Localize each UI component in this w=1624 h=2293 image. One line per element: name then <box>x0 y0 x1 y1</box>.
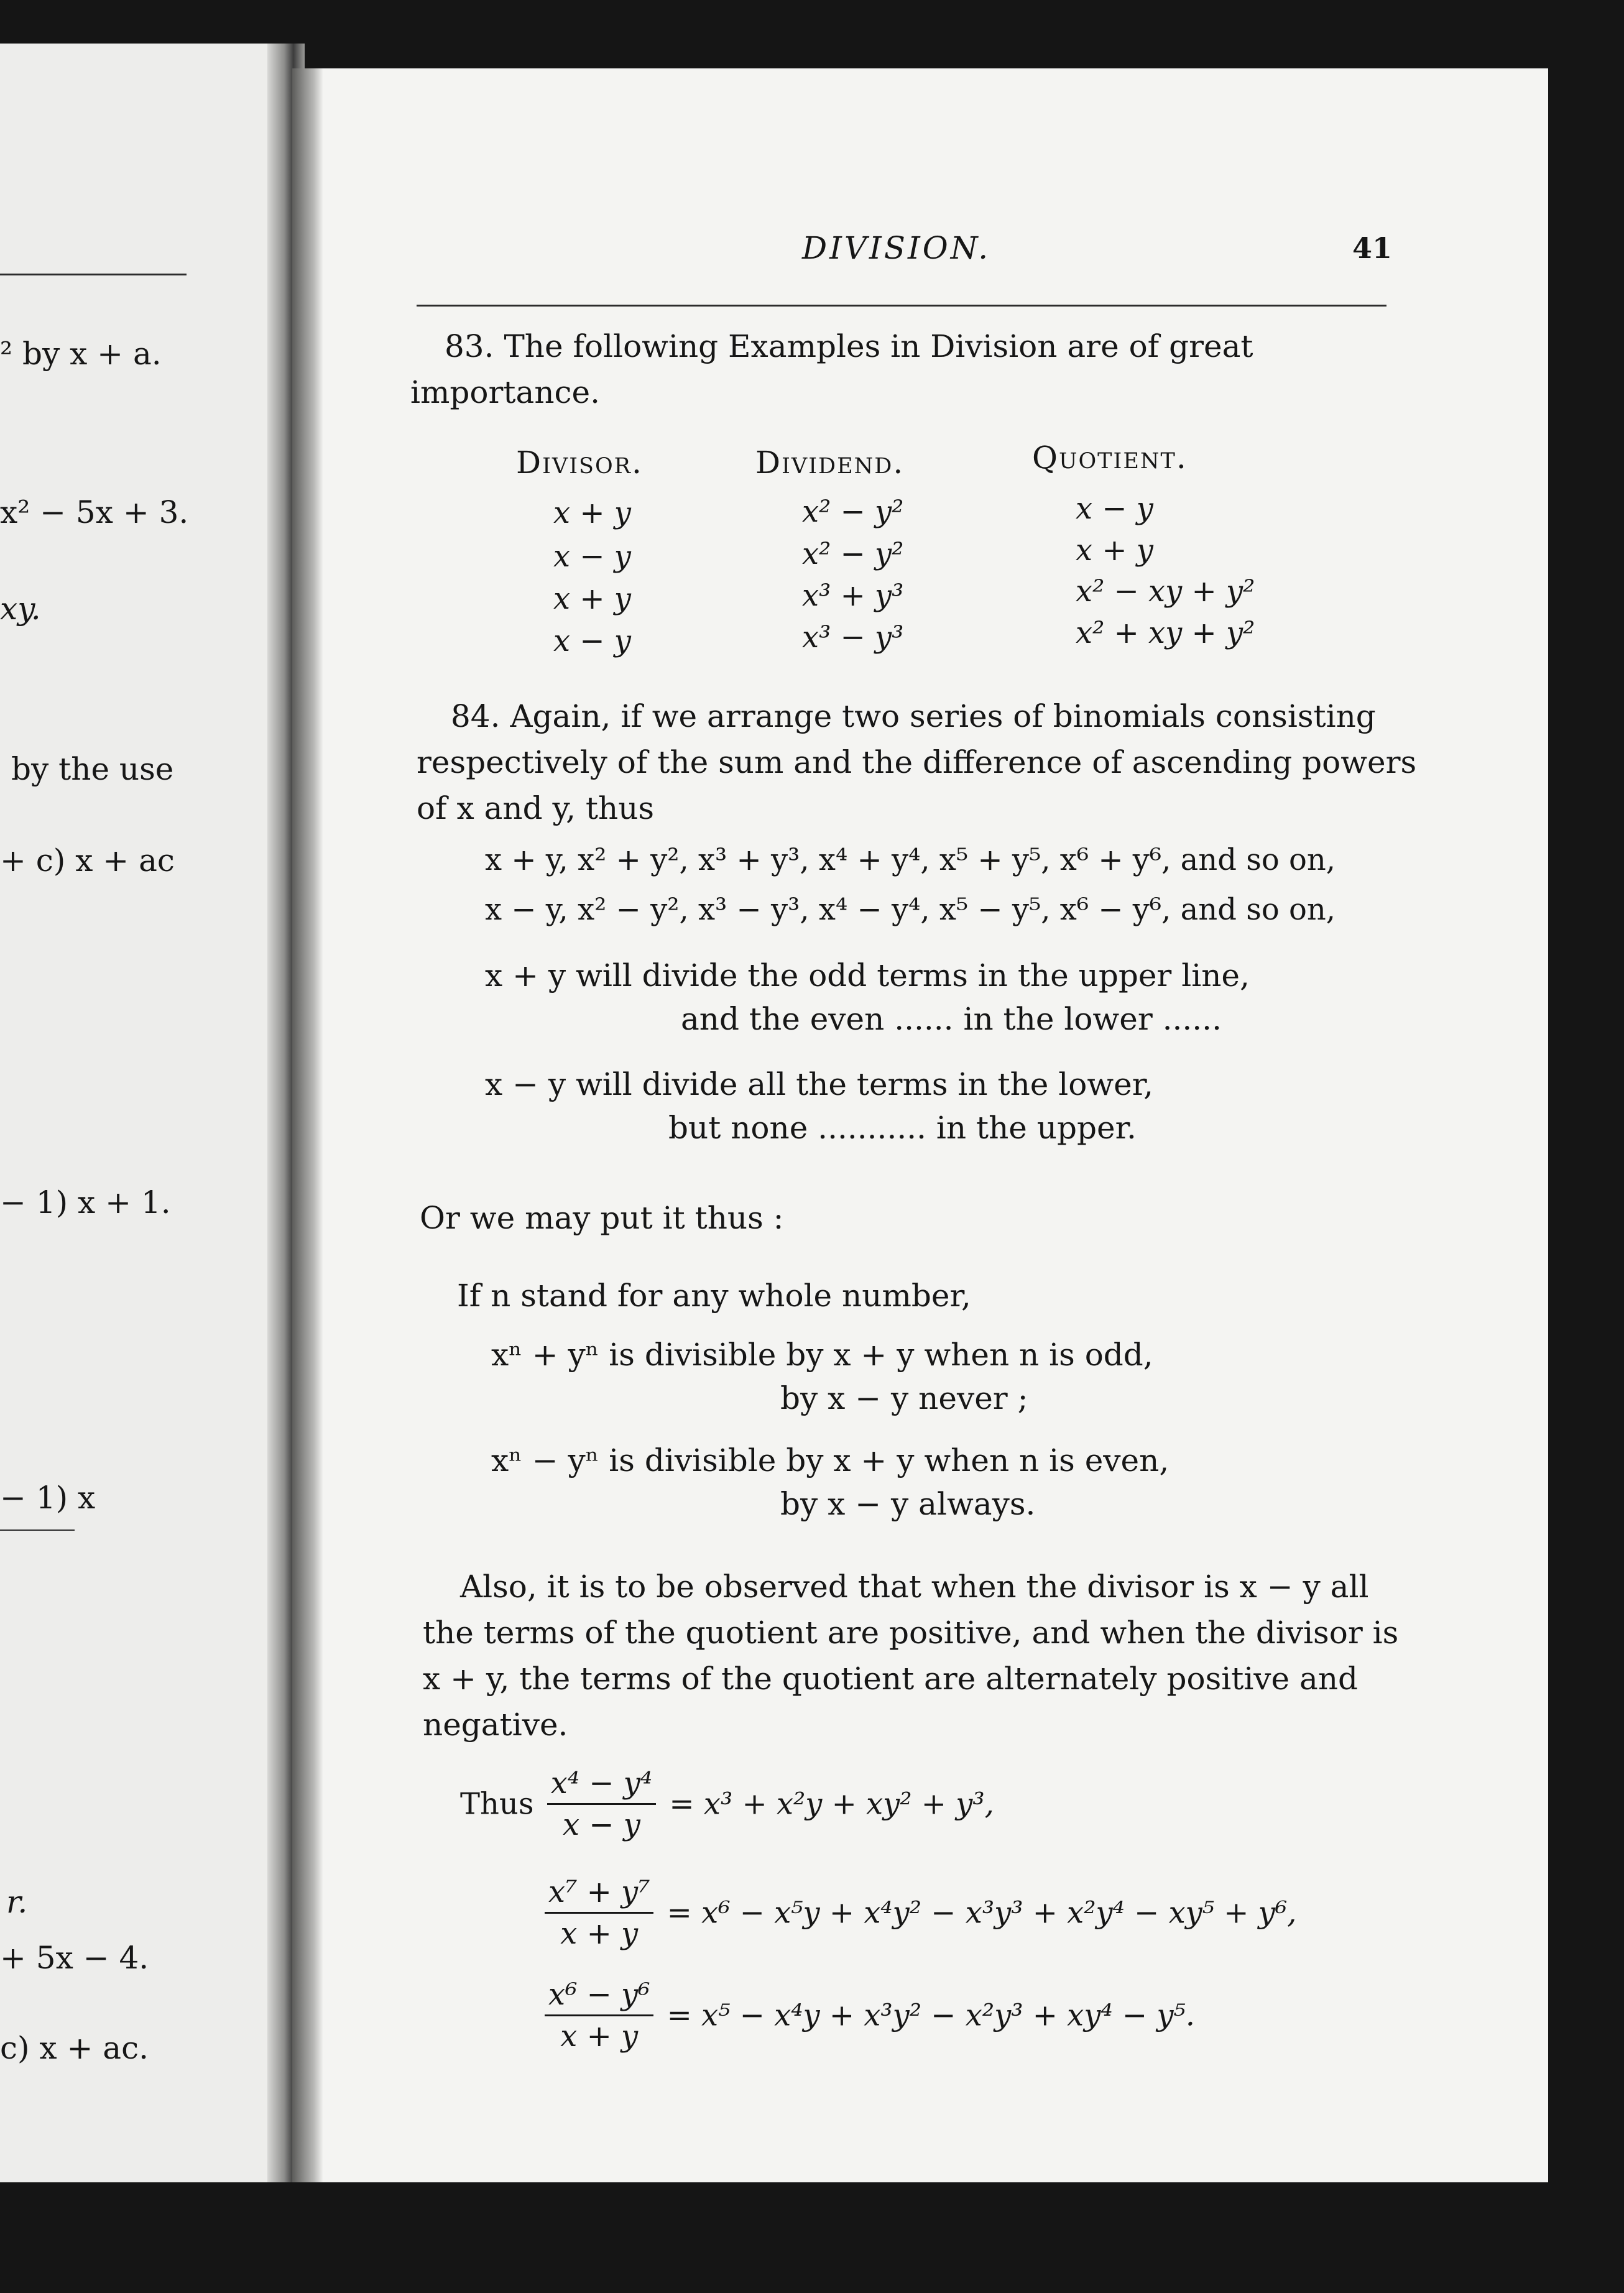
example-3-fraction <box>545 1977 653 2054</box>
condition-diff-line-1: xⁿ − yⁿ is divisible by x + y when n is even, <box>491 1442 1170 1479</box>
table-cell: x² − xy + y² <box>1076 574 1255 609</box>
left-fragment-1: ² by x + a. <box>0 336 162 372</box>
table-cell: x² + xy + y² <box>1076 616 1255 650</box>
section-83-text-1: The following Examples in Division are of great <box>504 328 1253 364</box>
left-fragment-10: c) x + ac. <box>0 2030 149 2066</box>
left-fragment-8: r. <box>6 1884 28 1920</box>
section-84-text-2: respectively of the sum and the difference of ascending powers <box>417 744 1417 780</box>
table-cell: x² − y² <box>802 537 904 571</box>
page-number: 41 <box>1352 231 1393 265</box>
section-83-paragraph <box>410 323 1393 415</box>
running-header-title: DIVISION. <box>802 230 991 266</box>
condition-diff-line-2: by x − y always. <box>780 1486 1036 1522</box>
binomial-series-sum: x + y, x² + y², x³ + y³, x⁴ + y⁴, x⁵ + y⁵, x⁶ + y⁶, and so on, <box>485 842 1336 877</box>
rule-sum-line-2: and the even ...... in the lower ...... <box>681 1001 1222 1037</box>
table-header-dividend: Dividend. <box>755 445 905 481</box>
example-2 <box>541 1875 1296 1951</box>
header-rule <box>417 305 1386 307</box>
section-83-number: 83. <box>445 328 494 364</box>
section-83-text-2: importance. <box>410 374 601 410</box>
table-cell: x + y <box>553 496 631 530</box>
example-2-denominator: x + y <box>560 1916 639 1951</box>
left-page <box>0 44 280 2182</box>
example-3-denominator: x + y <box>560 2019 639 2054</box>
alternative-intro: Or we may put it thus : <box>420 1200 784 1236</box>
observation-line-1: Also, it is to be observed that when the divisor is x − y all <box>460 1569 1369 1605</box>
observation-line-2: the terms of the quotient are positive, and when the divisor is <box>423 1615 1399 1651</box>
table-cell: x³ + y³ <box>802 578 904 613</box>
table-cell: x − y <box>1076 491 1153 526</box>
table-cell: x − y <box>553 539 631 574</box>
example-3-numerator: x⁶ − y⁶ <box>545 1977 653 2016</box>
example-3 <box>541 1977 1195 2054</box>
table-header-quotient: Quotient. <box>1032 440 1188 476</box>
table-header-divisor: Divisor. <box>516 445 643 481</box>
rule-diff-line-2: but none ........... in the upper. <box>668 1110 1137 1146</box>
observation-line-4: negative. <box>423 1707 568 1743</box>
rule-diff-line-1: x − y will divide all the terms in the lower, <box>485 1066 1154 1102</box>
condition-sum-line-2: by x − y never ; <box>780 1380 1028 1416</box>
thus-label: Thus <box>460 1786 534 1822</box>
table-cell: x + y <box>553 581 631 616</box>
table-cell: x + y <box>1076 533 1153 568</box>
observation-line-3: x + y, the terms of the quotient are alternately positive and <box>423 1661 1359 1697</box>
left-fragment-4: by the use <box>11 751 174 787</box>
section-84-number: 84. <box>451 698 501 734</box>
table-cell: x − y <box>553 624 631 658</box>
left-fraction-rule <box>0 1529 75 1531</box>
rule-sum-line-1: x + y will divide the odd terms in the upper line, <box>485 957 1250 994</box>
table-cell: x³ − y³ <box>802 620 904 655</box>
binomial-series-difference: x − y, x² − y², x³ − y³, x⁴ − y⁴, x⁵ − y⁵, x⁶ − y⁶, and so on, <box>485 892 1336 927</box>
example-2-numerator: x⁷ + y⁷ <box>545 1875 653 1914</box>
alternative-lead: If n stand for any whole number, <box>457 1278 971 1314</box>
example-2-result: = x⁶ − x⁵y + x⁴y² − x³y³ + x²y⁴ − xy⁵ + y⁶, <box>667 1895 1297 1931</box>
example-2-fraction <box>545 1875 653 1951</box>
example-1 <box>460 1766 994 1842</box>
example-1-fraction <box>547 1766 656 1842</box>
example-1-denominator: x − y <box>562 1807 640 1842</box>
example-3-result: = x⁵ − x⁴y + x³y² − x²y³ + xy⁴ − y⁵. <box>667 1998 1195 2033</box>
left-fragment-5: + c) x + ac <box>0 842 175 879</box>
division-table <box>516 440 1324 668</box>
page-gutter-shadow <box>292 68 323 2182</box>
section-84-paragraph <box>417 693 1417 831</box>
left-fragment-6: − 1) x + 1. <box>0 1184 171 1220</box>
example-1-result: = x³ + x²y + xy² + y³, <box>669 1786 994 1822</box>
section-84-text-3: of x and y, thus <box>417 790 655 826</box>
left-fragment-9: + 5x − 4. <box>0 1940 149 1976</box>
observation-paragraph <box>423 1564 1405 1748</box>
condition-sum-line-1: xⁿ + yⁿ is divisible by x + y when n is odd, <box>491 1337 1153 1373</box>
left-fragment-3: xy. <box>0 591 41 627</box>
left-fragment-2: x² − 5x + 3. <box>0 494 189 530</box>
left-header-rule <box>0 274 187 275</box>
left-fragment-7: − 1) x <box>0 1480 96 1516</box>
table-cell: x² − y² <box>802 494 904 529</box>
section-84-text-1: Again, if we arrange two series of binomials consisting <box>510 698 1376 734</box>
example-1-numerator: x⁴ − y⁴ <box>547 1766 656 1805</box>
